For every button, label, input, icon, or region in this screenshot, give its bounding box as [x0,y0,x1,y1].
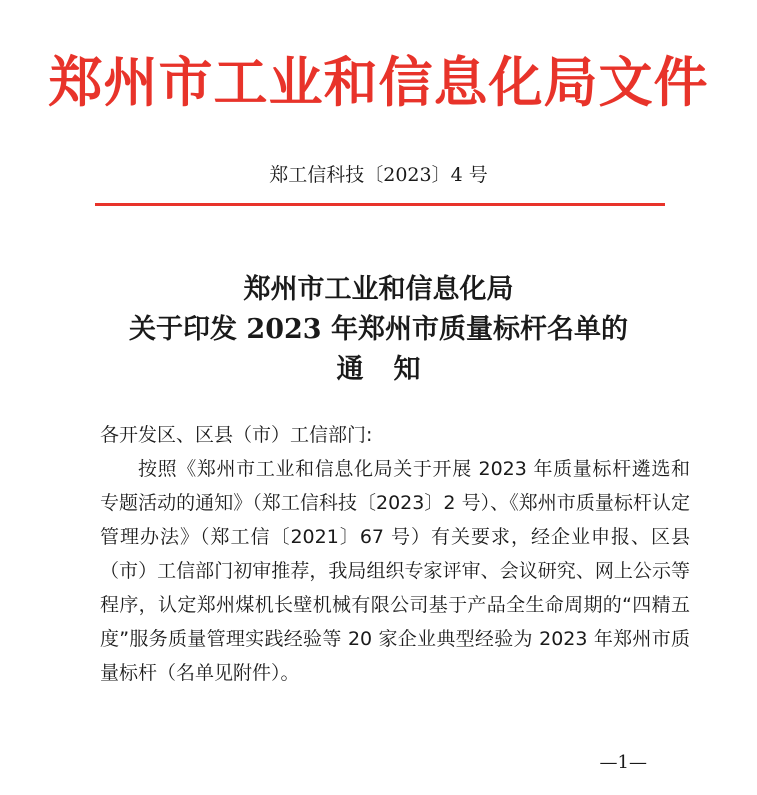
notice-body [100,418,690,690]
notice-title-line-1: 郑州市工业和信息化局 [243,274,514,305]
page-number: —1— [599,752,647,773]
notice-title-line-2: 关于印发 2023 年郑州市质量标杆名单的 [129,314,628,345]
salutation: 各开发区、区县（市）工信部门: [100,424,373,446]
document-number: 郑工信科技〔2023〕4 号 [269,164,488,186]
document-header-title: 郑州市工业和信息化局文件 [48,50,709,114]
notice-title [0,270,757,390]
notice-title-line-3: 通知 [336,354,451,385]
red-divider-line [95,203,665,206]
body-paragraph: 按照《郑州市工业和信息化局关于开展 2023 年质量标杆遴选和专题活动的通知》（郑工信科技〔2023〕2 号）、《郑州市质量标杆认定管理办法》（郑工信〔2021〕67 号）有关要求，经企业申报、区县（市）工信部门初审推荐，我局组织专家评审、会议研究、网上公示等程序，认定郑州煤机长壁机械有限公司基于产品全生命周期的“四精五度”服务质量管理实践经验等 20 家企业典型经验为 2023 年郑州市质量标杆（名单见附件）。 [100,458,690,684]
